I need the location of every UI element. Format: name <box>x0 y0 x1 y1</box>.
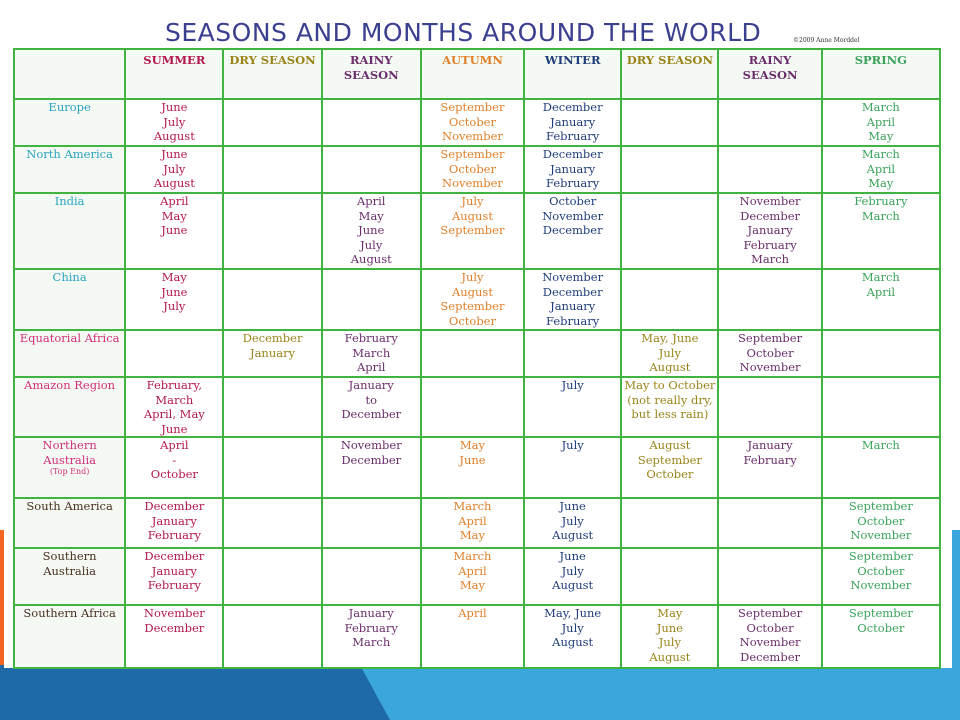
month-cell <box>621 269 718 330</box>
month-label: February <box>854 194 908 208</box>
month-label: February <box>147 578 201 592</box>
header-row <box>14 49 940 99</box>
month-label: September <box>637 452 702 467</box>
month-label: January <box>747 438 793 452</box>
month-label: December <box>542 147 603 161</box>
month-label: to <box>365 392 378 407</box>
region-name: China <box>52 270 87 284</box>
month-label: April, May <box>143 407 205 421</box>
month-label: May <box>161 208 187 223</box>
month-label: November <box>143 606 205 620</box>
month-label: September <box>440 100 505 114</box>
month-cell <box>223 330 321 377</box>
month-label: February, March <box>146 378 203 407</box>
month-label: October <box>150 467 198 481</box>
region-cell <box>14 269 125 330</box>
month-cell <box>718 193 821 269</box>
month-cell <box>524 146 621 193</box>
month-label: March <box>352 345 391 360</box>
month-label: May to October <box>624 378 716 392</box>
month-label: July <box>561 620 584 635</box>
month-cell <box>621 377 718 437</box>
month-label: July <box>163 114 186 129</box>
month-cell <box>223 99 321 146</box>
month-cell <box>322 377 421 437</box>
month-label: February <box>546 176 600 190</box>
month-label: July <box>461 270 484 284</box>
table-row <box>14 146 940 193</box>
month-label: September <box>848 549 913 563</box>
table-row <box>14 330 940 377</box>
month-label: December <box>144 549 205 563</box>
page-title: SEASONS AND MONTHS AROUND THE WORLD <box>165 18 762 47</box>
month-label: May <box>459 438 486 452</box>
month-cell <box>621 330 718 377</box>
column-header: SUMMER <box>125 49 223 99</box>
month-cell <box>524 330 621 377</box>
copyright-note: ©2009 Anne Morddel <box>793 37 860 44</box>
month-cell <box>421 269 524 330</box>
month-cell <box>822 548 940 605</box>
column-header: RAINY SEASON <box>322 49 421 99</box>
month-label: October <box>549 194 597 208</box>
table-row <box>14 99 940 146</box>
month-cell <box>421 437 524 498</box>
month-cell <box>322 146 421 193</box>
month-cell <box>621 437 718 498</box>
month-cell <box>718 437 821 498</box>
month-label: April <box>458 513 487 528</box>
month-label: July <box>561 378 584 392</box>
month-cell <box>822 330 940 377</box>
month-cell <box>621 146 718 193</box>
month-label: April <box>160 438 189 452</box>
month-label: July <box>561 563 584 578</box>
month-label: December <box>144 620 205 635</box>
month-label: November <box>442 176 503 190</box>
month-label: December <box>542 100 603 114</box>
month-label: July <box>561 438 584 452</box>
region-cell <box>14 146 125 193</box>
month-cell <box>621 193 718 269</box>
month-label: April <box>160 194 189 208</box>
column-header: AUTUMN <box>421 49 524 99</box>
month-label: November <box>542 270 604 284</box>
month-label: June <box>161 223 188 237</box>
month-cell <box>822 146 940 193</box>
month-label: September <box>440 147 505 161</box>
month-cell <box>718 605 821 668</box>
month-label: January <box>550 161 596 176</box>
month-label: August <box>649 438 691 452</box>
month-label: September <box>738 606 803 620</box>
region-name: Northern Australia <box>42 438 97 467</box>
month-label: March <box>861 208 900 223</box>
month-label: August <box>451 284 493 299</box>
month-label: November <box>850 528 912 542</box>
month-label: February <box>743 452 797 467</box>
month-label: June <box>559 549 586 563</box>
month-label: March <box>751 252 790 266</box>
month-label: April <box>866 161 896 176</box>
month-cell <box>822 99 940 146</box>
seasons-table <box>13 48 941 669</box>
month-cell <box>718 330 821 377</box>
region-name: South America <box>26 499 113 513</box>
month-cell <box>524 605 621 668</box>
month-label: December <box>740 208 800 223</box>
month-label: July <box>163 299 186 313</box>
region-cell <box>14 330 125 377</box>
region-name: Southern Australia <box>42 549 97 578</box>
month-label: June <box>459 452 486 467</box>
month-label: May, June <box>544 606 602 620</box>
month-label: March <box>352 635 391 649</box>
month-cell <box>524 377 621 437</box>
month-label: March <box>861 147 900 161</box>
month-cell <box>322 498 421 548</box>
region-cell <box>14 377 125 437</box>
month-label: August <box>649 360 691 374</box>
month-label: June <box>559 499 586 513</box>
month-label: April <box>866 114 896 129</box>
month-cell <box>125 193 223 269</box>
month-label: February <box>743 237 797 252</box>
month-label: March <box>861 100 900 114</box>
month-cell <box>621 548 718 605</box>
month-label: January <box>151 513 197 528</box>
month-cell <box>718 269 821 330</box>
month-label: July <box>360 237 383 252</box>
month-cell <box>421 377 524 437</box>
month-label: May <box>868 129 894 143</box>
month-label: August <box>153 129 195 143</box>
month-cell <box>718 146 821 193</box>
month-label: August <box>350 252 392 266</box>
region-cell <box>14 498 125 548</box>
month-cell <box>524 99 621 146</box>
month-label: September <box>848 606 913 620</box>
month-label: December <box>242 331 303 345</box>
region-name: Southern Africa <box>23 606 116 620</box>
month-label: November <box>739 635 801 649</box>
month-cell <box>524 548 621 605</box>
month-label: June <box>161 147 188 161</box>
month-label: December <box>144 499 205 513</box>
month-label: July <box>561 513 584 528</box>
month-cell <box>621 605 718 668</box>
month-cell <box>223 548 321 605</box>
month-cell <box>125 437 223 498</box>
table-row <box>14 498 940 548</box>
month-label: August <box>451 208 493 223</box>
month-label: June <box>161 284 188 299</box>
month-cell <box>822 269 940 330</box>
background-bottom-accent <box>330 665 960 720</box>
region-cell <box>14 99 125 146</box>
month-cell <box>125 548 223 605</box>
month-label: September <box>738 331 803 345</box>
month-label: December <box>542 284 603 299</box>
month-cell <box>822 605 940 668</box>
month-cell <box>322 605 421 668</box>
month-label: September <box>440 223 505 237</box>
month-label: January <box>348 378 394 392</box>
month-label: July <box>461 194 484 208</box>
month-cell <box>125 146 223 193</box>
month-cell <box>822 377 940 437</box>
month-label: July <box>163 161 186 176</box>
month-label: October <box>448 313 496 328</box>
month-label: April <box>866 284 896 299</box>
month-label: December <box>341 407 402 421</box>
month-label: January <box>151 563 197 578</box>
month-label: October <box>857 620 905 635</box>
month-label: January <box>249 345 296 360</box>
region-note: (Top End) <box>49 467 90 476</box>
month-cell <box>125 377 223 437</box>
month-label: July <box>658 345 681 360</box>
month-label: December <box>341 452 402 467</box>
month-cell <box>421 605 524 668</box>
month-label: May <box>459 578 486 592</box>
month-label: November <box>850 578 912 592</box>
month-cell <box>223 193 321 269</box>
month-cell <box>524 498 621 548</box>
month-label: October <box>746 345 794 360</box>
month-label: November <box>739 360 801 374</box>
month-cell <box>421 146 524 193</box>
month-label: October <box>448 114 496 129</box>
month-cell <box>322 330 421 377</box>
month-label: January <box>747 223 793 237</box>
month-label: April <box>458 606 487 620</box>
month-label: June <box>358 223 385 237</box>
month-label: November <box>739 194 801 208</box>
month-label: June <box>161 100 188 114</box>
region-name: Europe <box>48 100 91 114</box>
month-cell <box>223 498 321 548</box>
month-label: April <box>356 194 386 208</box>
month-label: September <box>848 499 913 513</box>
month-label: May <box>161 270 187 284</box>
month-cell <box>621 99 718 146</box>
month-cell <box>524 437 621 498</box>
table-row <box>14 437 940 498</box>
region-cell <box>14 548 125 605</box>
month-label: March <box>861 270 900 284</box>
month-cell <box>125 330 223 377</box>
month-label: November <box>340 438 402 452</box>
month-label: March <box>453 549 492 563</box>
month-cell <box>223 146 321 193</box>
month-cell <box>125 269 223 330</box>
month-label: February <box>546 129 600 143</box>
month-label: October <box>746 620 794 635</box>
month-label: August <box>552 528 594 542</box>
region-name: North America <box>26 147 113 161</box>
column-header: DRY SEASON <box>223 49 321 99</box>
month-cell <box>223 437 321 498</box>
column-header: RAINY SEASON <box>718 49 821 99</box>
table-row <box>14 377 940 437</box>
month-cell <box>125 605 223 668</box>
region-name: Amazon Region <box>24 378 116 392</box>
month-cell <box>524 269 621 330</box>
month-label: February <box>546 313 600 328</box>
month-label: September <box>440 299 505 313</box>
month-cell <box>322 193 421 269</box>
month-cell <box>125 498 223 548</box>
table-row <box>14 605 940 668</box>
month-label: February <box>147 528 201 542</box>
month-cell <box>421 330 524 377</box>
month-cell <box>322 269 421 330</box>
month-label: May <box>358 208 384 223</box>
month-cell <box>822 193 940 269</box>
region-cell <box>14 193 125 269</box>
month-cell <box>322 548 421 605</box>
month-label: May <box>459 528 486 542</box>
column-header: SPRING <box>822 49 940 99</box>
table-row <box>14 269 940 330</box>
month-label: November <box>442 129 503 143</box>
month-cell <box>125 99 223 146</box>
month-cell <box>223 269 321 330</box>
month-label: May <box>657 606 683 620</box>
month-label: August <box>649 649 691 664</box>
month-label: March <box>453 499 492 513</box>
table-body <box>14 99 940 668</box>
month-cell <box>421 548 524 605</box>
month-cell <box>718 377 821 437</box>
month-label: January <box>348 606 394 620</box>
month-label: November <box>542 208 604 223</box>
month-label: January <box>550 299 596 313</box>
month-label: August <box>153 176 195 190</box>
month-label: December <box>542 223 603 237</box>
month-cell <box>822 437 940 498</box>
column-header: WINTER <box>524 49 621 99</box>
month-label: January <box>550 114 596 129</box>
month-label: October <box>646 467 694 481</box>
month-label: (not really dry, <box>627 392 713 407</box>
month-cell <box>421 193 524 269</box>
table-row <box>14 193 940 269</box>
month-label: February <box>344 620 398 635</box>
month-cell <box>223 377 321 437</box>
month-label: June <box>656 620 683 635</box>
month-cell <box>223 605 321 668</box>
month-cell <box>822 498 940 548</box>
month-label: April <box>458 563 487 578</box>
month-label: but less rain) <box>631 407 709 421</box>
month-cell <box>421 498 524 548</box>
month-label: August <box>552 635 594 649</box>
header-corner <box>14 49 125 99</box>
table-row <box>14 548 940 605</box>
month-cell <box>621 498 718 548</box>
month-label: October <box>857 513 905 528</box>
month-cell <box>718 498 821 548</box>
month-cell <box>322 99 421 146</box>
month-cell <box>718 99 821 146</box>
month-label: October <box>857 563 905 578</box>
month-label: July <box>658 635 681 649</box>
month-cell <box>322 437 421 498</box>
month-label: December <box>740 649 800 664</box>
month-label: April <box>356 360 386 374</box>
region-cell <box>14 437 125 498</box>
month-label: - <box>172 452 177 467</box>
month-label: June <box>161 421 188 436</box>
month-label: May, June <box>641 331 699 345</box>
region-name: India <box>54 194 85 208</box>
month-cell <box>524 193 621 269</box>
region-cell <box>14 605 125 668</box>
month-cell <box>421 99 524 146</box>
month-label: August <box>552 578 594 592</box>
month-label: February <box>344 331 398 345</box>
month-label: May <box>868 176 894 190</box>
month-label: October <box>448 161 496 176</box>
region-name: Equatorial Africa <box>19 331 120 345</box>
month-label: March <box>861 438 900 452</box>
month-cell <box>718 548 821 605</box>
column-header: DRY SEASON <box>621 49 718 99</box>
